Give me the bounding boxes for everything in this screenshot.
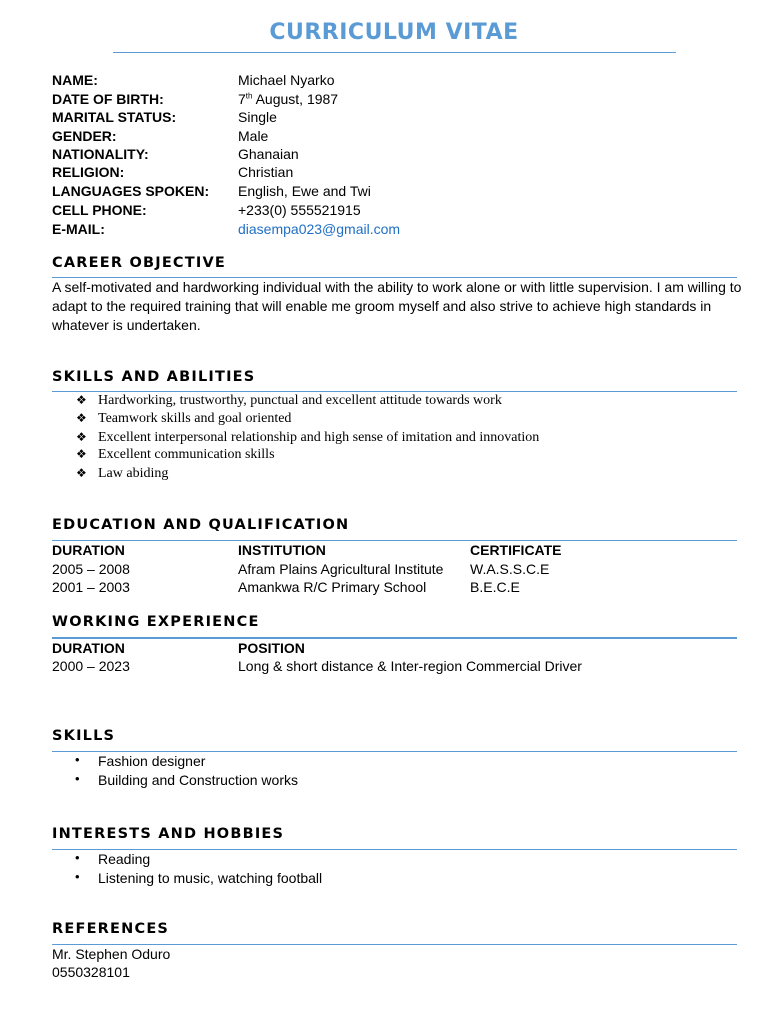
- hobbies-heading: INTERESTS AND HOBBIES: [52, 826, 285, 842]
- career-objective-text: A self-motivated and hardworking individual with the ability to work alone or with little supervision. I am willing to adapt to the required training that will enable me groom myself and also strive to achieve high standards in whatever is undertaken.: [52, 279, 742, 333]
- detail-row-marital: [0, 108, 768, 127]
- education-institution: Amankwa R/C Primary School: [238, 579, 427, 595]
- nationality-label: NATIONALITY:: [52, 146, 149, 162]
- list-item: Teamwork skills and goal oriented: [98, 411, 292, 426]
- page-title: CURRICULUM VITAE: [269, 20, 519, 45]
- email-label: E-MAIL:: [52, 221, 105, 237]
- work-position: Long & short distance & Inter-region Commercial Driver: [238, 658, 582, 674]
- bullet-icon: •: [75, 752, 80, 767]
- hobbies-divider: [52, 849, 737, 850]
- marital-label: MARITAL STATUS:: [52, 109, 177, 125]
- education-heading: EDUCATION AND QUALIFICATION: [52, 517, 350, 533]
- diamond-bullet-icon: ❖: [76, 430, 87, 444]
- detail-row-name: [0, 71, 768, 90]
- work-col-duration: DURATION: [52, 640, 125, 656]
- career-objective-heading: CAREER OBJECTIVE: [52, 255, 226, 271]
- dob-value: [238, 90, 338, 109]
- phone-value: +233(0) 555521915: [238, 202, 361, 218]
- dob-label: DATE OF BIRTH:: [52, 91, 164, 107]
- dob-day: 7: [238, 91, 246, 107]
- education-certificate: B.E.C.E: [470, 579, 520, 595]
- email-link[interactable]: diasempa023@gmail.com: [238, 221, 401, 237]
- bullet-icon: •: [75, 771, 80, 786]
- list-item: Fashion designer: [98, 753, 206, 769]
- education-duration: 2001 – 2003: [52, 579, 130, 595]
- nationality-value: Ghanaian: [238, 146, 299, 162]
- detail-row-languages: [0, 182, 768, 201]
- education-institution: Afram Plains Agricultural Institute: [238, 561, 444, 577]
- education-col-duration: DURATION: [52, 542, 125, 558]
- work-col-position: POSITION: [238, 640, 305, 656]
- gender-label: GENDER:: [52, 128, 117, 144]
- skills-divider: [52, 751, 737, 752]
- detail-row-nationality: [0, 145, 768, 164]
- education-divider: [52, 540, 737, 541]
- name-label: NAME:: [52, 72, 98, 88]
- diamond-bullet-icon: ❖: [76, 393, 87, 407]
- bullet-icon: •: [75, 869, 80, 884]
- skills-abilities-heading: SKILLS AND ABILITIES: [52, 369, 256, 385]
- detail-row-phone: [0, 201, 768, 220]
- gender-value: Male: [238, 128, 269, 144]
- dob-ordinal: th: [245, 91, 253, 101]
- detail-row-gender: [0, 127, 768, 146]
- phone-label: CELL PHONE:: [52, 202, 147, 218]
- reference-phone: 0550328101: [52, 964, 130, 980]
- languages-value: English, Ewe and Twi: [238, 183, 371, 199]
- detail-row-dob: [0, 90, 768, 109]
- diamond-bullet-icon: ❖: [76, 447, 87, 461]
- marital-value: Single: [238, 109, 277, 125]
- education-col-certificate: CERTIFICATE: [470, 542, 562, 558]
- detail-row-email: [0, 220, 768, 239]
- list-item: Law abiding: [98, 466, 169, 481]
- list-item: Hardworking, trustworthy, punctual and excellent attitude towards work: [98, 393, 502, 408]
- skills-abilities-divider: [52, 391, 737, 392]
- reference-name: Mr. Stephen Oduro: [52, 946, 171, 962]
- education-duration: 2005 – 2008: [52, 561, 130, 577]
- references-divider: [52, 944, 737, 945]
- education-certificate: W.A.S.S.C.E: [470, 561, 550, 577]
- references-heading: REFERENCES: [52, 921, 170, 937]
- title-divider: [113, 52, 676, 53]
- name-value: Michael Nyarko: [238, 72, 335, 88]
- education-col-institution: INSTITUTION: [238, 542, 326, 558]
- detail-row-religion: [0, 163, 768, 182]
- skills-heading: SKILLS: [52, 728, 116, 744]
- work-experience-divider: [52, 637, 737, 639]
- dob-rest: August, 1987: [252, 91, 339, 107]
- list-item: Excellent interpersonal relationship and high sense of imitation and innovation: [98, 430, 540, 445]
- list-item: Excellent communication skills: [98, 447, 275, 462]
- languages-label: LANGUAGES SPOKEN:: [52, 183, 210, 199]
- religion-value: Christian: [238, 164, 294, 180]
- list-item: Listening to music, watching football: [98, 870, 323, 886]
- list-item: Reading: [98, 851, 151, 867]
- diamond-bullet-icon: ❖: [76, 466, 87, 480]
- list-item: Building and Construction works: [98, 772, 298, 788]
- religion-label: RELIGION:: [52, 164, 125, 180]
- work-experience-heading: WORKING EXPERIENCE: [52, 614, 260, 630]
- diamond-bullet-icon: ❖: [76, 411, 87, 425]
- bullet-icon: •: [75, 850, 80, 865]
- work-duration: 2000 – 2023: [52, 658, 130, 674]
